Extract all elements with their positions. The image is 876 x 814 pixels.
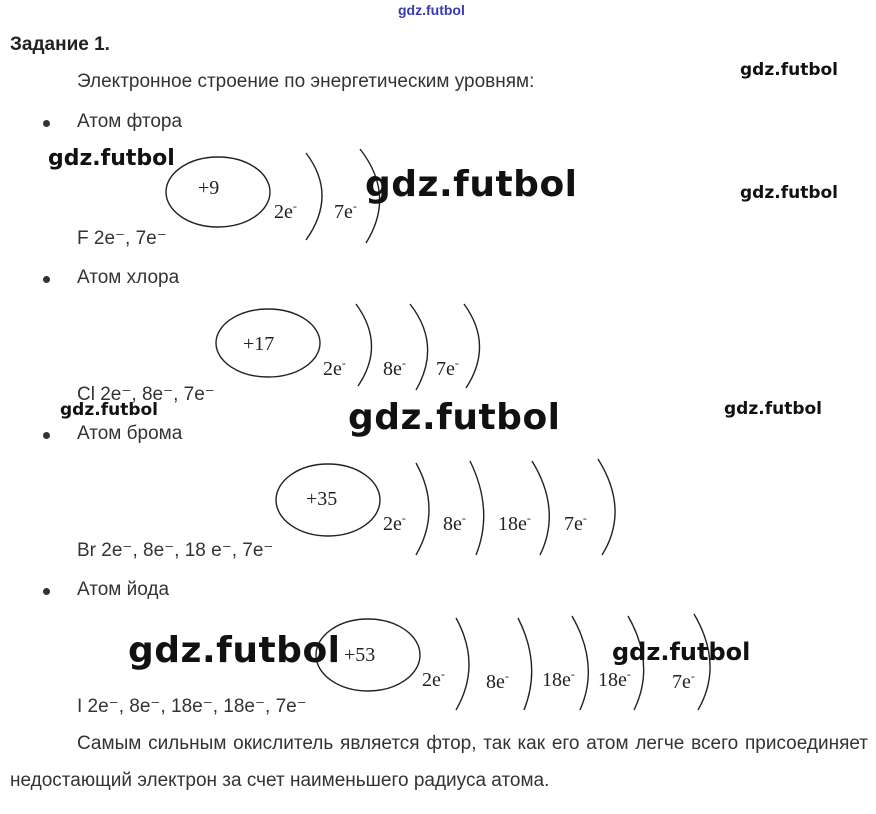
intro-text: Электронное строение по энергетическим уровням:	[77, 71, 535, 92]
svg-text:2e-: 2e-	[383, 511, 406, 535]
svg-text:7e-: 7e-	[334, 199, 357, 223]
svg-text:8e-: 8e-	[486, 669, 509, 693]
config-bromine: Br 2e⁻, 8e⁻, 18 e⁻, 7e⁻	[77, 540, 274, 561]
config-iodine: I 2e⁻, 8e⁻, 18e⁻, 18e⁻, 7e⁻	[77, 696, 307, 717]
watermark: gdz.futbol	[48, 146, 175, 171]
svg-text:2e-: 2e-	[323, 356, 346, 380]
atom-diagram-chlorine	[210, 300, 500, 400]
svg-text:2e-: 2e-	[274, 199, 297, 223]
conclusion-text: Самым сильным окислитель является фтор, так как его атом легче всего присоединяет недостающий электрон за счет наименьшего радиуса атома.	[10, 733, 868, 791]
svg-text:7e-: 7e-	[564, 511, 587, 535]
atom-label-bromine: Атом брома	[77, 423, 183, 444]
bullet-icon	[43, 432, 50, 439]
shell-label: 2e	[274, 201, 293, 223]
nucleus-charge: +9	[198, 177, 220, 199]
atom-label-fluorine: Атом фтора	[77, 111, 183, 132]
watermark: gdz.futbol	[60, 400, 158, 420]
watermark: gdz.futbol	[740, 60, 838, 80]
watermark-top: gdz.futbol	[398, 2, 465, 18]
watermark-large: gdz.futbol	[128, 630, 341, 671]
atom-label-iodine: Атом йода	[77, 579, 170, 600]
atom-diagram-fluorine	[160, 145, 400, 250]
bullet-icon	[43, 588, 50, 595]
watermark-large: gdz.futbol	[348, 397, 561, 438]
task-title: Задание 1.	[10, 34, 110, 55]
svg-text:8e-: 8e-	[383, 356, 406, 380]
svg-text:2e-: 2e-	[422, 667, 445, 691]
svg-text:18e-: 18e-	[598, 667, 631, 691]
config-fluorine: F 2e⁻, 7e⁻	[77, 228, 167, 249]
config-chlorine: Cl 2e⁻, 8e⁻, 7e⁻	[77, 384, 215, 405]
svg-text:+17: +17	[243, 333, 275, 355]
svg-text:7e-: 7e-	[436, 356, 459, 380]
svg-text:18e-: 18e-	[498, 511, 531, 535]
svg-text:18e-: 18e-	[542, 667, 575, 691]
watermark-large: gdz.futbol	[365, 164, 578, 205]
atom-label-chlorine: Атом хлора	[77, 267, 180, 288]
shell-label: 7e	[334, 201, 353, 223]
svg-text:+53: +53	[344, 644, 376, 666]
svg-text:7e-: 7e-	[672, 669, 695, 693]
bullet-icon	[43, 120, 50, 127]
watermark: gdz.futbol	[724, 399, 822, 419]
atom-diagram-bromine	[270, 455, 630, 560]
svg-text:8e-: 8e-	[443, 511, 466, 535]
bullet-icon	[43, 276, 50, 283]
svg-text:+35: +35	[306, 488, 338, 510]
watermark: gdz.futbol	[612, 638, 751, 666]
watermark: gdz.futbol	[740, 183, 838, 203]
